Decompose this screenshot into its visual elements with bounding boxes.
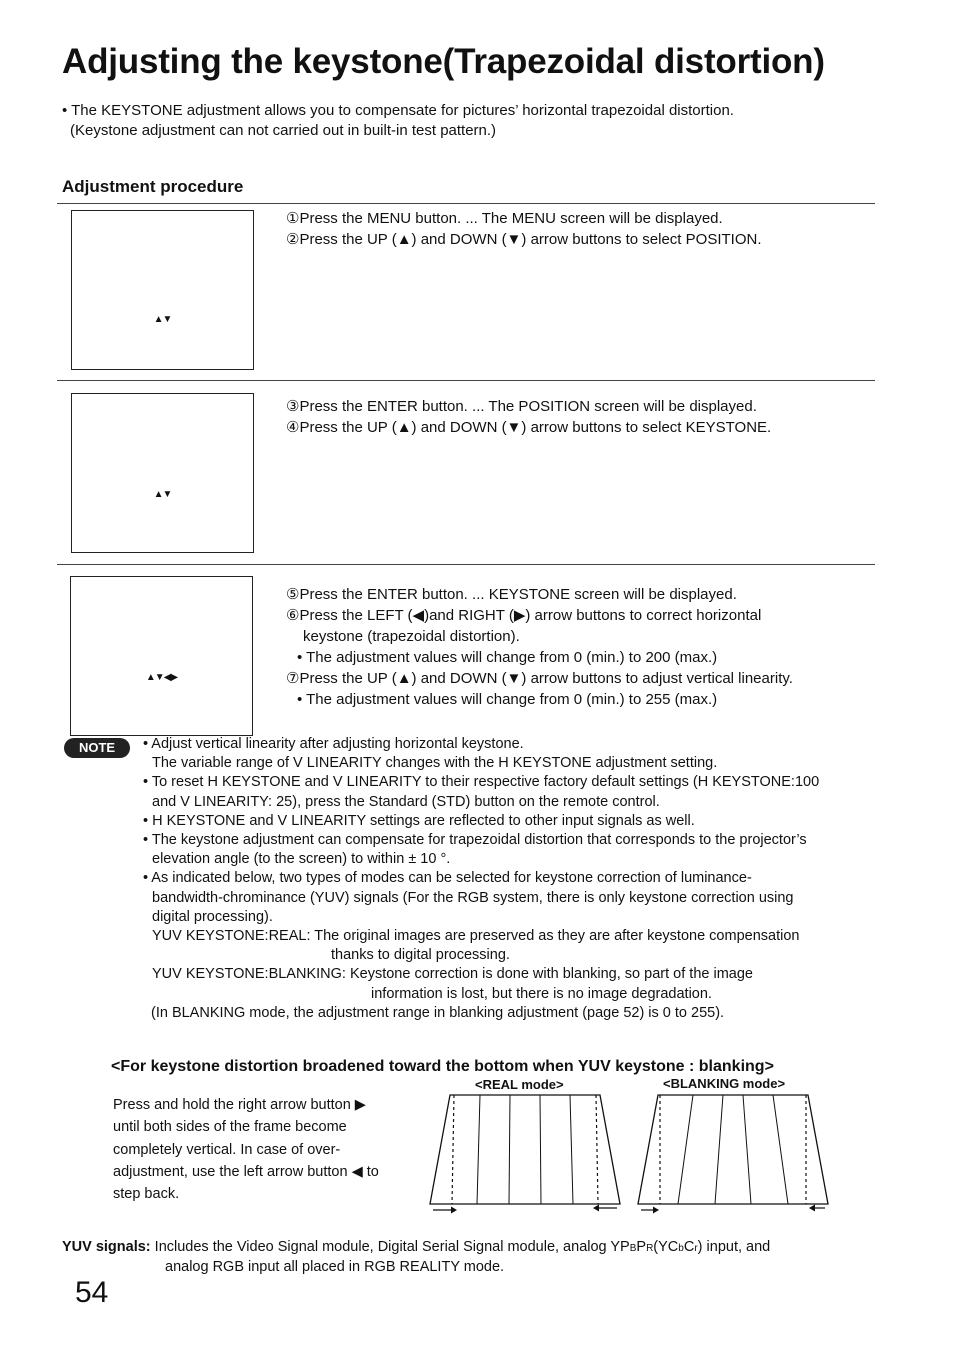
real-mode-diagram [425,1092,625,1217]
note-line: • Adjust vertical linearity after adjusting horizontal keystone. [143,736,524,752]
menu-screen-illustration [71,210,254,370]
yuv-text: P [636,1239,647,1255]
step-3: ③Press the ENTER button. ... The POSITION screen will be displayed. [286,398,757,415]
up-down-arrows-icon: ▲▼ [153,314,172,325]
four-way-arrows-icon: ▲▼◀▶ [145,672,178,683]
step-2: ②Press the UP (▲) and DOWN (▼) arrow buttons to select POSITION. [286,231,762,248]
note-line: • As indicated below, two types of modes can be selected for keystone correction of luminance- [143,870,752,887]
note-list [143,735,883,1023]
instruction-line: until both sides of the frame become [113,1119,347,1136]
step-7: ⑦Press the UP (▲) and DOWN (▼) arrow buttons to adjust vertical linearity. [286,670,793,687]
note-line: YUV KEYSTONE:BLANKING: Keystone correction is done with blanking, so part of the image [152,966,753,983]
note-line: YUV KEYSTONE:REAL: The original images are preserved as they are after keystone compensation [152,928,800,945]
note-badge: NOTE [64,738,130,758]
step-1: ①Press the MENU button. ... The MENU screen will be displayed. [286,210,723,227]
blanking-mode-diagram [633,1092,833,1217]
yuv-text: Includes the Video Signal module, Digital Serial Signal module, analog YP [150,1239,630,1255]
intro-line: (Keystone adjustment can not carried out in built-in test pattern.) [70,122,497,139]
step-7-range: • The adjustment values will change from 0 (min.) to 255 (max.) [297,691,718,708]
yuv-signals-note [62,1238,770,1277]
blanking-mode-label: <BLANKING mode> [663,1076,786,1091]
section-heading: Adjustment procedure [62,177,244,196]
step-6: ⑥Press the LEFT (◀)and RIGHT (▶) arrow buttons to correct horizontal [286,607,762,624]
yuv-label: YUV signals: [62,1239,151,1255]
keystone-screen-illustration [70,576,253,736]
steps-block-3 [286,584,793,710]
note-line: elevation angle (to the screen) to within ± 10 °. [152,851,451,868]
yuv-text: (YC [653,1239,679,1255]
yuv-text: ) input, and [697,1239,771,1255]
blanking-heading: <For keystone distortion broadened toward the bottom when YUV keystone : blanking> [111,1058,774,1075]
intro-text [62,101,734,141]
yuv-line-2: analog RGB input all placed in RGB REALITY mode. [165,1259,505,1275]
up-down-arrows-icon: ▲▼ [153,489,172,500]
note-line: thanks to digital processing. [331,947,510,964]
yuv-text: C [683,1239,695,1255]
steps-block-1 [286,208,762,250]
intro-line: • The KEYSTONE adjustment allows you to compensate for pictures’ horizontal trapezoidal distortion. [62,102,734,119]
note-line: (In BLANKING mode, the adjustment range in blanking adjustment (page 52) is 0 to 255). [151,1004,725,1021]
note-line: digital processing). [152,908,273,925]
blanking-instructions [113,1094,379,1205]
page-title: Adjusting the keystone(Trapezoidal distortion) [62,42,825,81]
real-mode-label: <REAL mode> [475,1077,564,1092]
note-line: bandwidth-chrominance (YUV) signals (For the RGB system, there is only keystone correction using [152,889,794,906]
instruction-line: Press and hold the right arrow button ▶ [113,1097,366,1113]
yuv-sub: B [629,1243,637,1254]
divider [57,203,875,204]
note-line: • To reset H KEYSTONE and V LINEARITY to their respective factory default settings (H KEYSTONE:100 [143,774,820,791]
page-number: 54 [75,1276,109,1309]
step-6-range: • The adjustment values will change from 0 (min.) to 200 (max.) [297,649,718,666]
divider [57,380,875,381]
yuv-sub: r [694,1243,698,1254]
note-line: • H KEYSTONE and V LINEARITY settings are reflected to other input signals as well. [143,812,695,829]
yuv-sub: b [678,1243,684,1254]
step-4: ④Press the UP (▲) and DOWN (▼) arrow buttons to select KEYSTONE. [286,419,772,436]
instruction-line: adjustment, use the left arrow button ◀ to [113,1163,379,1180]
instruction-line: completely vertical. In case of over- [113,1141,341,1158]
position-screen-illustration [71,393,254,553]
yuv-line-1 [62,1238,770,1258]
note-line: information is lost, but there is no image degradation. [371,985,712,1002]
step-5: ⑤Press the ENTER button. ... KEYSTONE screen will be displayed. [286,586,737,603]
divider [57,564,875,565]
note-line: The variable range of V LINEARITY changes with the H KEYSTONE adjustment setting. [152,755,718,772]
steps-block-2 [286,396,771,438]
note-line: and V LINEARITY: 25), press the Standard (STD) button on the remote control. [152,793,660,810]
note-line: • The keystone adjustment can compensate for trapezoidal distortion that corresponds to the projector’s [143,832,807,849]
yuv-sub: R [646,1243,654,1254]
instruction-line: step back. [113,1186,180,1203]
step-6-cont: keystone (trapezoidal distortion). [303,628,520,645]
